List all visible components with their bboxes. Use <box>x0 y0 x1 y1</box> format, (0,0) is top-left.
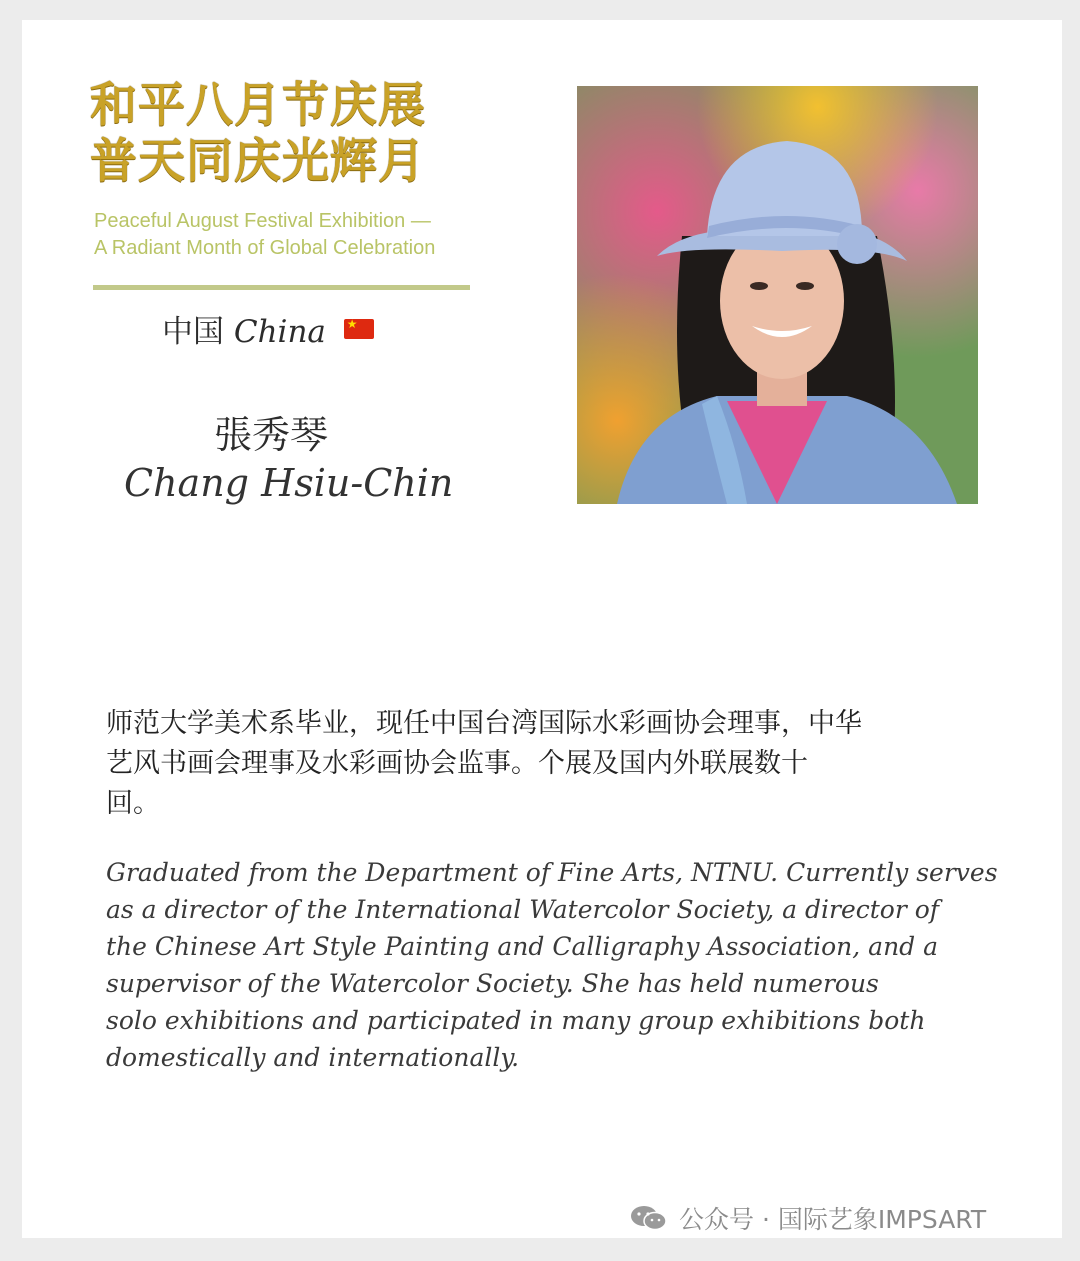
country-en: China <box>233 314 326 350</box>
bio-en-line-1: Graduated from the Department of Fine Arts, NTNU. Currently serves <box>106 858 998 887</box>
bio-cn-line-3: 回。 <box>106 788 160 819</box>
event-title-en <box>94 208 494 262</box>
bio-en-line-6: domestically and internationally. <box>106 1043 520 1072</box>
country-label <box>162 306 374 351</box>
event-title-en-line-1: Peaceful August Festival Exhibition — <box>94 210 431 232</box>
portrait-illustration <box>577 86 978 504</box>
artist-name-cn: 張秀琴 <box>214 413 329 457</box>
artist-card <box>22 20 1062 1238</box>
event-title-en-line-2: A Radiant Month of Global Celebration <box>94 237 436 259</box>
bio-en-line-4: supervisor of the Watercolor Society. She has held numerous <box>106 969 879 998</box>
bio-cn <box>106 704 986 824</box>
bio-en <box>106 854 1026 1076</box>
country-cn: 中国 <box>162 314 224 350</box>
artist-name-en: Chang Hsiu-Chin <box>124 461 454 505</box>
event-title-cn-line-1: 和平八月节庆展 <box>90 78 426 133</box>
artist-portrait <box>577 86 978 504</box>
bio-cn-line-2: 艺风书画会理事及水彩画协会监事。个展及国内外联展数十 <box>106 748 808 779</box>
divider <box>93 285 470 290</box>
source-footer[interactable] <box>629 1200 986 1236</box>
event-title-cn <box>90 78 470 190</box>
footer-text: 公众号 · 国际艺象IMPSART <box>679 1205 987 1234</box>
bio-en-line-2: as a director of the International Watercolor Society, a director of <box>106 895 940 924</box>
bio-cn-line-1: 师范大学美术系毕业，现任中国台湾国际水彩画协会理事，中华 <box>106 708 862 739</box>
wechat-icon <box>629 1205 669 1231</box>
bio-en-line-5: solo exhibitions and participated in many group exhibitions both <box>106 1006 926 1035</box>
china-flag-icon <box>344 319 374 339</box>
bio-en-line-3: the Chinese Art Style Painting and Calligraphy Association, and a <box>106 932 939 961</box>
event-title-cn-line-2: 普天同庆光辉月 <box>90 134 426 189</box>
